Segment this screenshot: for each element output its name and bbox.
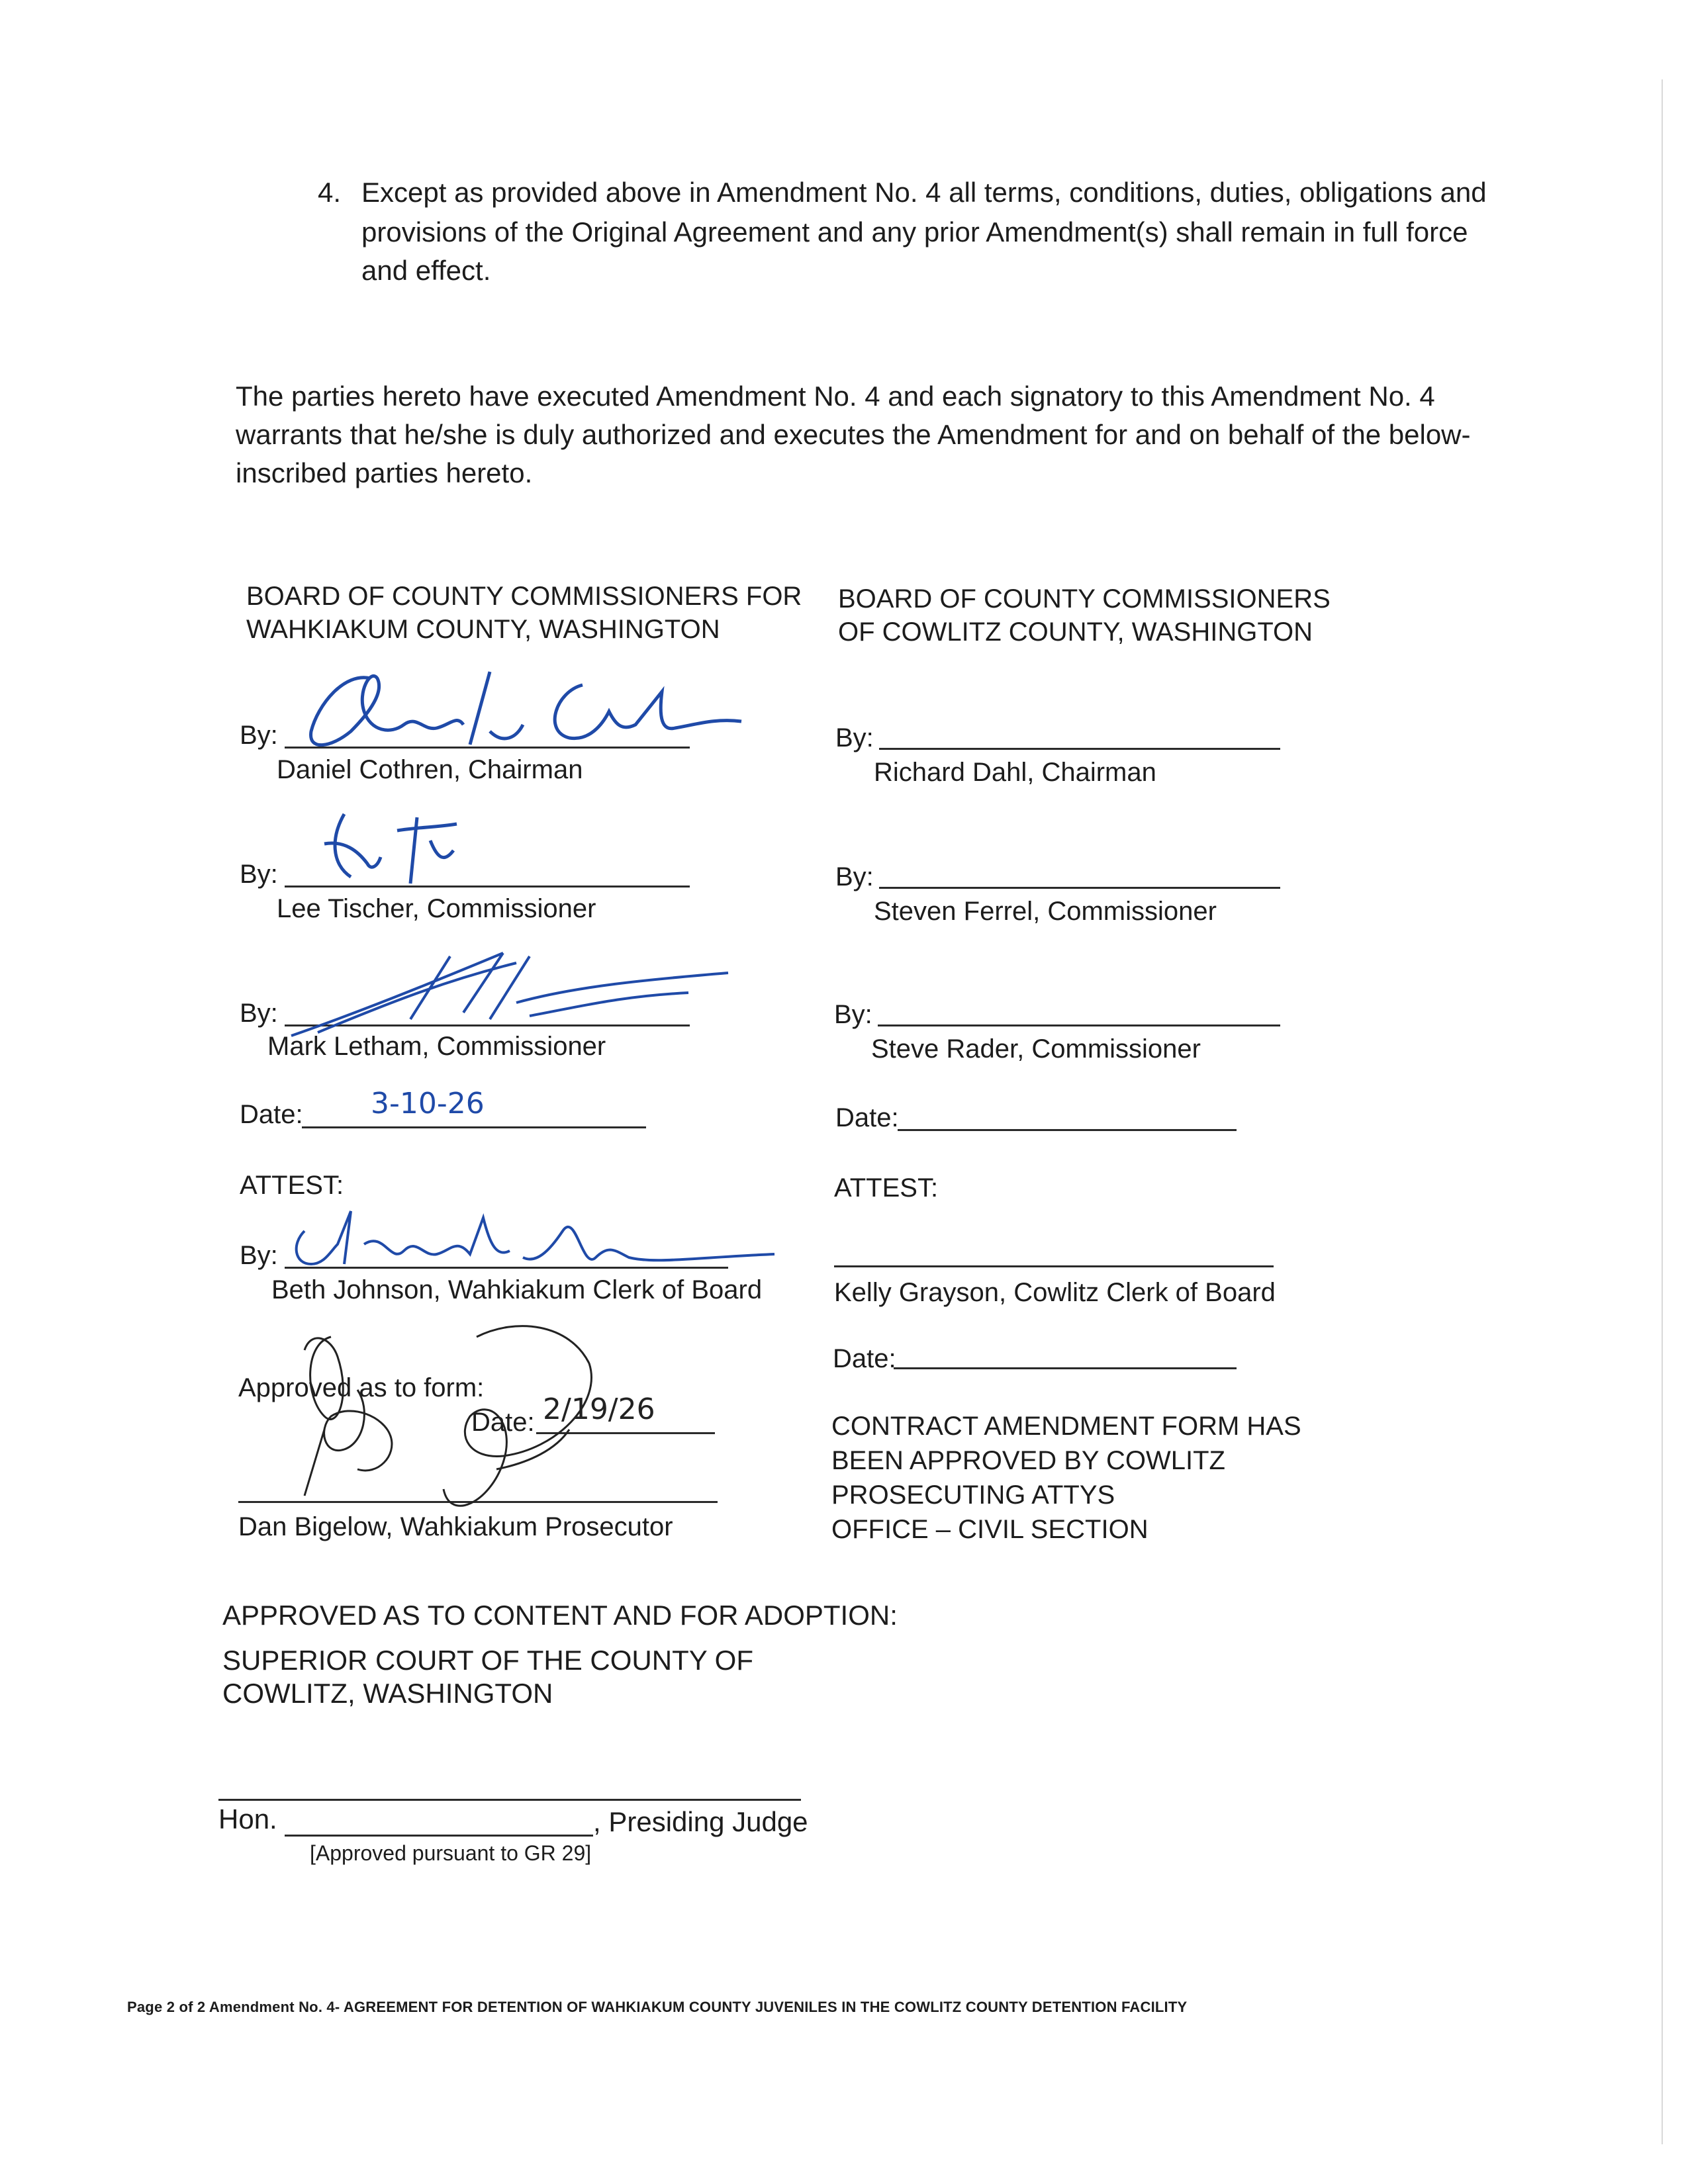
footer-page-label: Page 2 of 2 Amendment No. 4- (127, 1999, 340, 2015)
left-clerk-by-label: By: (240, 1241, 278, 1270)
contract-note-line-1: CONTRACT AMENDMENT FORM HAS (831, 1412, 1301, 1441)
item-number: 4. (318, 177, 342, 208)
approved-date-label: Date: (471, 1408, 535, 1437)
right-heading-line-1: BOARD OF COUNTY COMMISSIONERS (838, 584, 1331, 614)
right-attest-label: ATTEST: (834, 1173, 939, 1203)
left-signer-2: Lee Tischer, Commissioner (277, 894, 596, 923)
right-signer-1: Richard Dahl, Chairman (874, 758, 1156, 787)
right-clerk-name: Kelly Grayson, Cowlitz Clerk of Board (834, 1278, 1276, 1307)
judge-name-line (285, 1835, 593, 1837)
left-date-line (302, 1126, 646, 1128)
right-by-label-3: By: (834, 1000, 872, 1029)
item4-line-2: provisions of the Original Agreement and any prior Amendment(s) shall remain in full force (361, 216, 1468, 248)
court-line-2: COWLITZ, WASHINGTON (222, 1678, 553, 1709)
scan-edge-line (1662, 79, 1663, 2144)
contract-note-line-2: BEEN APPROVED BY COWLITZ (831, 1446, 1225, 1475)
page-footer (127, 1999, 1187, 2016)
left-signer-3: Mark Letham, Commissioner (267, 1032, 606, 1061)
left-signer-1: Daniel Cothren, Chairman (277, 755, 583, 784)
contract-note-line-3: PROSECUTING ATTYS (831, 1480, 1115, 1510)
left-heading-line-1: BOARD OF COUNTY COMMISSIONERS FOR (246, 582, 802, 611)
signature-letham (278, 940, 741, 1046)
gr29-note: [Approved pursuant to GR 29] (310, 1841, 592, 1865)
right-clerk-signature-line (834, 1265, 1274, 1267)
right-signature-line-3 (878, 1024, 1280, 1026)
left-date-label: Date: (240, 1100, 303, 1129)
left-by-label-3: By: (240, 999, 278, 1028)
right-date-label: Date: (835, 1103, 899, 1132)
approved-form-label: Approved as to form: (238, 1373, 485, 1402)
execution-line-3: inscribed parties hereto. (236, 457, 533, 488)
right-heading-line-2: OF COWLITZ COUNTY, WASHINGTON (838, 617, 1313, 647)
court-line-1: SUPERIOR COURT OF THE COUNTY OF (222, 1645, 753, 1676)
right-date2-label: Date: (833, 1344, 896, 1373)
footer-title: AGREEMENT FOR DETENTION OF WAHKIAKUM COUNTY JUVENILES IN THE COWLITZ COUNTY DETENTION FACILITY (340, 1999, 1188, 2015)
execution-line-1: The parties hereto have executed Amendment No. 4 and each signatory to this Amendment No. 4 (236, 381, 1435, 412)
prosecutor-name: Dan Bigelow, Wahkiakum Prosecutor (238, 1512, 673, 1541)
right-by-label-2: By: (835, 862, 874, 891)
signature-bigelow (278, 1317, 702, 1529)
item4-line-3: and effect. (361, 255, 491, 286)
right-signer-3: Steve Rader, Commissioner (871, 1034, 1201, 1064)
approval-heading: APPROVED AS TO CONTENT AND FOR ADOPTION: (222, 1600, 898, 1631)
approved-date-value: 2/19/26 (543, 1392, 655, 1426)
judge-signature-top-line (218, 1799, 801, 1801)
right-signer-2: Steven Ferrel, Commissioner (874, 897, 1217, 926)
left-heading-line-2: WAHKIAKUM COUNTY, WASHINGTON (246, 615, 720, 644)
presiding-judge-label: , Presiding Judge (593, 1806, 808, 1837)
item4-line-1: Except as provided above in Amendment No. 4 all terms, conditions, duties, obligations and (361, 177, 1487, 208)
right-signature-line-2 (879, 887, 1280, 889)
left-clerk-name: Beth Johnson, Wahkiakum Clerk of Board (271, 1275, 763, 1304)
hon-label: Hon. (218, 1803, 277, 1835)
signature-cothren (291, 652, 755, 764)
left-date-value: 3-10-26 (371, 1087, 485, 1120)
signature-johnson (285, 1191, 788, 1284)
left-by-label-1: By: (240, 721, 278, 750)
signature-tischer (305, 804, 490, 890)
right-signature-line-1 (879, 748, 1280, 750)
right-date2-line (894, 1367, 1237, 1369)
right-date-line (898, 1129, 1237, 1131)
contract-note-line-4: OFFICE – CIVIL SECTION (831, 1515, 1149, 1544)
left-attest-label: ATTEST: (240, 1171, 344, 1200)
left-by-label-2: By: (240, 860, 278, 889)
execution-line-2: warrants that he/she is duly authorized and executes the Amendment for and on behalf of the below- (236, 419, 1471, 450)
right-by-label-1: By: (835, 723, 874, 752)
